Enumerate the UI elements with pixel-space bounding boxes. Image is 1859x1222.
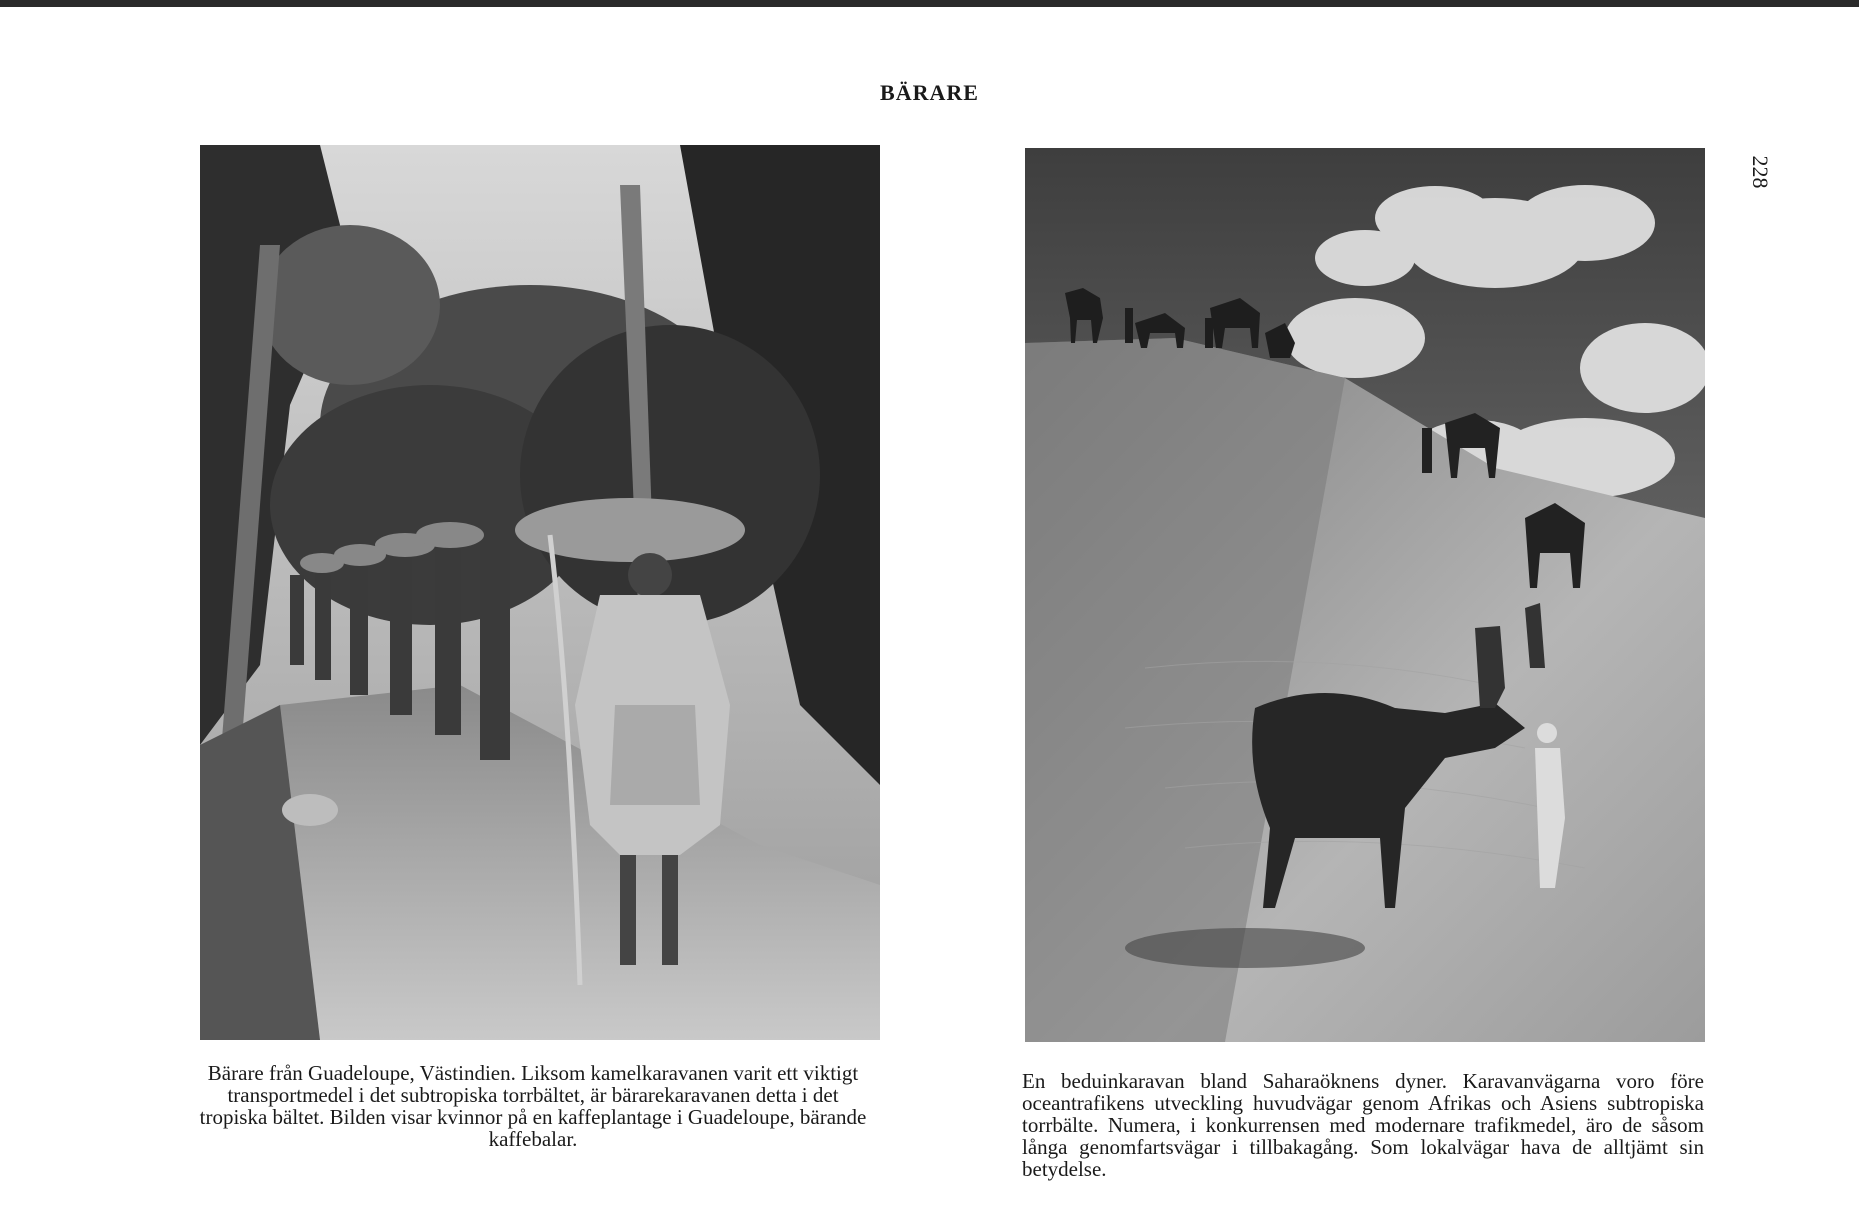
caption-camel-caravan-sahara: En beduinkaravan bland Saharaöknens dyner. Karavanvägarna voro före oceantrafikens utveckling huvudvägar genom Afrikas och Asiens subtropiska torrbälte. Numera, i konkurrensen med modernare trafikmedel, äro de såsom långa genomfartsvägar i tillbakagång. Som lokalvägar hava de alltjämt sin betydelse.	[1022, 1069, 1704, 1181]
caption-porters-guadeloupe: Bärare från Guadeloupe, Västindien. Liksom kamelkaravanen varit ett viktigt transportmedel i det subtropiska torrbältet, är bärarekaravanen detta i det tropiska bältet. Bilden visar kvinnor på en kaffeplantage i Guadeloupe, bärande kaffebalar.	[199, 1061, 867, 1151]
photo-camel-caravan-sahara	[1025, 148, 1705, 1042]
top-border	[0, 0, 1859, 7]
page-title: BÄRARE	[880, 80, 979, 105]
page-number: 228	[1748, 155, 1773, 189]
photo-porters-guadeloupe	[200, 145, 880, 1040]
